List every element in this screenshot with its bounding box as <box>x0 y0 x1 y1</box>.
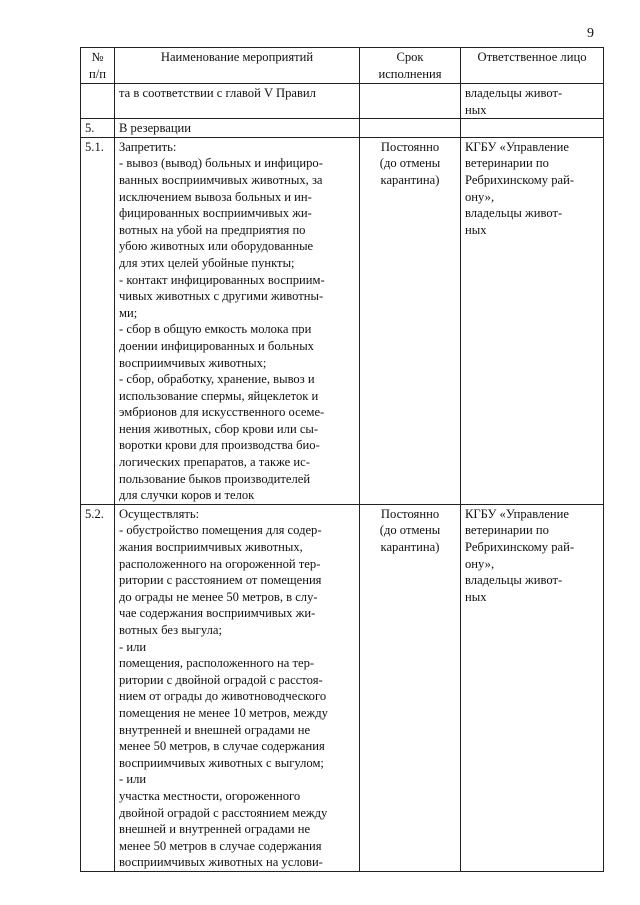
text-line: Ребрихинскому рай- <box>465 540 575 555</box>
text-line: доении инфицированных и больных <box>119 338 314 353</box>
text-line: нения животных, сбор крови или сы- <box>119 421 319 436</box>
text-line: - сбор, обработку, хранение, вывоз и <box>119 372 315 387</box>
text-line: ных <box>465 589 487 604</box>
text-line: восприимчивых животных; <box>119 355 267 370</box>
text-line: (до отмены <box>379 523 441 538</box>
text-line: жания восприимчивых животных, <box>119 540 303 555</box>
text-line: восприимчивых животных с выгулом; <box>119 755 324 770</box>
responsible-line: ных <box>465 102 487 117</box>
text-line: расположенного на огороженной тер- <box>119 556 321 571</box>
cont-responsible <box>461 84 604 119</box>
text-line: ных <box>465 222 487 237</box>
text-line: пользование быков производителей <box>119 471 311 486</box>
row-responsible <box>461 137 604 504</box>
page-number: 9 <box>587 26 594 41</box>
text-line: Постоянно <box>380 139 440 154</box>
text-line: вотных без выгула; <box>119 623 222 637</box>
table-row-section <box>81 119 604 138</box>
table-row-5-1 <box>81 137 604 504</box>
header-measures: Наименование мероприятий <box>115 48 360 84</box>
text-line: - обустройство помещения для содер- <box>119 523 322 538</box>
cont-number <box>81 84 115 119</box>
header-number: № п/п <box>81 48 115 84</box>
text-line: ритории с расстоянием от помещения <box>119 573 322 588</box>
text-line: менее 50 метров, в случае содержания <box>119 739 325 754</box>
text-line: - контакт инфицированных восприим- <box>119 272 325 287</box>
responsible-line: владельцы живот- <box>465 86 563 100</box>
row-term <box>360 137 461 504</box>
cont-term <box>360 84 461 119</box>
text-line: помещения не менее 10 метров, между <box>119 705 328 720</box>
text-line: Ребрихинскому рай- <box>465 172 575 187</box>
text-line: восприимчивых животных на услови- <box>119 855 323 870</box>
text-line: - вывоз (вывод) больных и инфициро- <box>119 156 323 171</box>
text-line: нием от ограды до животноводческого <box>119 689 327 704</box>
text-line: КГБУ «Управление <box>465 506 569 521</box>
text-line: менее 50 метров в случае содержания <box>119 838 322 853</box>
text-line: ритории с двойной оградой с расстоя- <box>119 672 323 687</box>
row-number: 5.2. <box>81 504 115 871</box>
text-line: фицированных восприимчивых жи- <box>119 206 312 221</box>
text-line: логических препаратов, а также ис- <box>119 455 310 470</box>
text-line: чае содержания восприимчивых жи- <box>119 606 316 621</box>
text-line: - или <box>119 772 147 787</box>
text-line: использование спермы, яйцеклеток и <box>119 388 319 403</box>
text-line: Постоянно <box>380 506 440 521</box>
section-number: 5. <box>81 119 115 138</box>
section-title: В резервации <box>115 119 360 138</box>
text-line: ону», <box>465 556 495 571</box>
text-line: ванных восприимчивых животных, за <box>119 172 323 187</box>
cont-text: та в соответствии с главой V Правил <box>115 84 360 119</box>
text-line: воротки крови для производства био- <box>119 438 320 453</box>
header-term: Срок исполнения <box>360 48 461 84</box>
measures-table <box>80 47 604 872</box>
row-responsible <box>461 504 604 871</box>
table-row-continuation <box>81 84 604 119</box>
text-line: ветеринарии по <box>465 156 549 171</box>
text-line: убою животных или оборудованные <box>119 239 314 254</box>
text-line: владельцы живот- <box>465 573 563 588</box>
text-line: для случки коров и телок <box>119 488 255 503</box>
text-line: внешней и внутренней оградами не <box>119 822 311 837</box>
text-line: Запретить: <box>119 139 177 154</box>
text-line: до ограды не менее 50 метров, в слу- <box>119 589 318 604</box>
row-number: 5.1. <box>81 137 115 504</box>
table-row-5-2 <box>81 504 604 871</box>
text-line: карантина) <box>380 172 440 187</box>
text-line: внутренней и внешней оградами не <box>119 722 311 737</box>
text-line: вотных на убой на предприятия по <box>119 222 306 237</box>
text-line: исключением вывоза больных и ин- <box>119 189 312 204</box>
row-measures <box>115 137 360 504</box>
header-responsible: Ответственное лицо <box>461 48 604 84</box>
row-measures <box>115 504 360 871</box>
text-line: карантина) <box>380 540 440 555</box>
text-line: помещения, расположенного на тер- <box>119 656 315 671</box>
text-line: двойной оградой с расстоянием между <box>119 805 328 820</box>
text-line: - или <box>119 639 147 654</box>
text-line: (до отмены <box>379 156 441 171</box>
text-line: Осуществлять: <box>119 506 200 521</box>
text-line: ми; <box>119 305 138 320</box>
text-line: КГБУ «Управление <box>465 139 569 154</box>
table-header-row <box>81 48 604 84</box>
text-line: участка местности, огороженного <box>119 788 301 803</box>
row-term <box>360 504 461 871</box>
text-line: эмбрионов для искусственного осеме- <box>119 405 325 420</box>
text-line: - сбор в общую емкость молока при <box>119 322 312 337</box>
text-line: ветеринарии по <box>465 523 549 538</box>
text-line: ону», <box>465 189 495 204</box>
text-line: владельцы живот- <box>465 206 563 221</box>
text-line: для этих целей убойные пункты; <box>119 255 295 270</box>
text-line: чивых животных с другими животны- <box>119 289 324 304</box>
